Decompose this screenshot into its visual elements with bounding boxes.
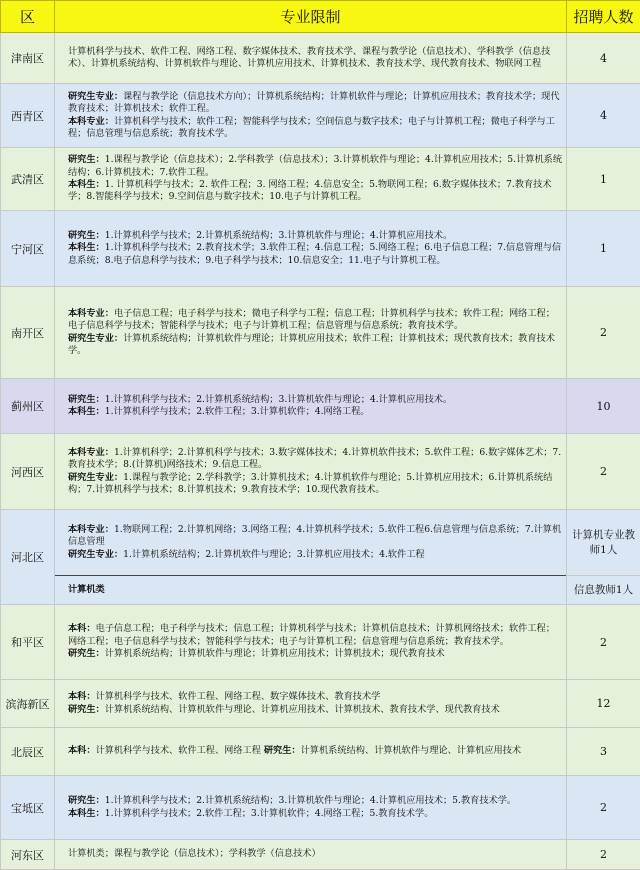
table-row-hebei xyxy=(1,510,640,576)
requirement-label: 本科专业： xyxy=(68,447,114,458)
count-cell: 10 xyxy=(567,379,640,434)
requirement-text: 1.计算机科学与技术；2.计算机系统结构；3.计算机软件与理论；4.计算机应用技术；5.教育技术学。 xyxy=(105,795,516,806)
requirement-label: 本科生： xyxy=(68,179,105,190)
requirement-line xyxy=(68,394,562,406)
table-row-heping xyxy=(1,605,640,680)
requirement-line xyxy=(68,472,562,497)
header-requirement: 专业限制 xyxy=(55,1,567,33)
requirement-text: 计算机系统结构、计算机软件与理论、计算机应用技术、计算机技术、教育技术学、现代教育技术 xyxy=(105,704,500,715)
requirement-text: 1.计算机科学与技术；2.计算机系统结构；3.计算机软件与理论；4.计算机应用技术。 xyxy=(105,394,452,405)
requirement-label: 研究生： xyxy=(68,648,105,659)
table-row-jinnan xyxy=(1,33,640,84)
requirement-line xyxy=(68,623,562,648)
requirement-text: 计算机系统结构；计算机软件与理论；计算机应用技术；软件工程；计算机技术；现代教育技术；教育技术学。 xyxy=(68,333,555,356)
requirement-label: 本科： xyxy=(68,745,96,756)
requirement-label: 本科生： xyxy=(68,242,105,253)
table-row-beichen xyxy=(1,728,640,776)
requirement-cell xyxy=(55,434,567,510)
requirement-label: 研究生专业： xyxy=(68,472,123,483)
requirement-text: 1.课程与教学论；2.学科教学；3.计算机技术；4.计算机软件与理论；5.计算机应用技术；6.计算机系统结构；7.计算机科学与技术；8.计算机技术；9.教育技术学；10.现代教育技术。 xyxy=(68,472,552,495)
requirement-line xyxy=(68,745,562,757)
requirement-cell xyxy=(55,33,567,84)
requirement-label: 研究生专业： xyxy=(68,91,123,102)
requirement-label: 研究生： xyxy=(68,154,105,165)
table-row-hexi xyxy=(1,434,640,510)
district-cell: 北辰区 xyxy=(1,728,55,776)
district-cell: 河东区 xyxy=(1,840,55,870)
requirement-cell xyxy=(55,148,567,211)
requirement-line xyxy=(68,116,562,141)
requirement-label: 研究生： xyxy=(68,795,105,806)
table-row-ninghe xyxy=(1,211,640,287)
requirement-label: 本科生： xyxy=(68,808,105,819)
district-cell: 滨海新区 xyxy=(1,680,55,728)
count-cell: 2 xyxy=(567,840,640,870)
requirement-cell xyxy=(55,287,567,379)
district-cell: 河北区 xyxy=(1,510,55,605)
requirement-text: 1.计算机科学与技术；2.软件工程；3.计算机软件；4.网络工程。 xyxy=(105,406,370,417)
requirement-label: 本科： xyxy=(68,691,96,702)
count-cell: 4 xyxy=(567,33,640,84)
district-cell: 和平区 xyxy=(1,605,55,680)
requirement-line xyxy=(68,549,562,561)
requirement-text: 1.计算机科学与技术；2.教育技术学；3.软件工程；4.信息工程；5.网络工程；6.电子信息工程；7.信息管理与信息系统；8.电子信息科学与技术；9.电子科学与技术；10.信息安全；11.电子与计算机工程。 xyxy=(68,242,561,265)
district-cell: 津南区 xyxy=(1,33,55,84)
requirement-line xyxy=(68,691,562,703)
requirement-text: 电子信息工程；电子科学与技术；信息工程；计算机科学与技术；计算机信息技术；计算机网络技术；软件工程；网络工程；电子信息科学与技术；智能科学与技术；电子与计算机工程；信息管理与信息系统；教育技术学。 xyxy=(68,623,555,646)
requirement-text: 1.计算机科学与技术；2.计算机系统结构；3.计算机软件与理论；4.计算机应用技术。 xyxy=(105,230,452,241)
requirement-text: 计算机系统结构；计算机软件与理论；计算机应用技术；计算机技术；现代教育技术 xyxy=(105,648,445,659)
count-cell: 2 xyxy=(567,605,640,680)
requirement-line xyxy=(68,46,562,71)
requirement-line xyxy=(68,648,562,660)
requirement-text: 计算机科学与技术、软件工程、网络工程、数字媒体技术、教育技术学 xyxy=(96,691,381,702)
requirement-cell xyxy=(55,211,567,287)
requirement-cell xyxy=(55,776,567,840)
count-cell: 3 xyxy=(567,728,640,776)
table-row-hebei-sub xyxy=(1,576,640,605)
requirement-line xyxy=(68,704,562,716)
requirement-line xyxy=(68,524,562,549)
requirement-label: 本科专业： xyxy=(68,524,114,535)
count-cell: 2 xyxy=(567,434,640,510)
table-row-baodi xyxy=(1,776,640,840)
requirement-text: 1.课程与教学论（信息技术）；2.学科教学（信息技术）；3.计算机软件与理论；4.计算机应用技术；5.计算机系统结构；6.计算机技术；7.软件工程。 xyxy=(68,154,562,177)
district-cell: 宁河区 xyxy=(1,211,55,287)
requirement-cell xyxy=(55,510,567,576)
requirement-label: 本科： xyxy=(68,623,96,634)
table-row-binhai xyxy=(1,680,640,728)
requirement-cell xyxy=(55,84,567,148)
table-row-wuqing xyxy=(1,148,640,211)
requirement-line xyxy=(68,333,562,358)
requirement-text: 1.计算机系统结构；2.计算机软件与理论；3.计算机应用技术；4.软件工程 xyxy=(123,549,425,560)
requirement-line xyxy=(68,179,562,204)
requirement-text: 1. 计算机科学与技术；2. 软件工程；3. 网络工程；4.信息安全；5.物联网工程；6.数字媒体技术；7.教育技术学；8.智能科学与技术；9.空间信息与数字技术；10.电子与计算机工程。 xyxy=(68,179,552,202)
count-cell: 2 xyxy=(567,776,640,840)
district-cell: 南开区 xyxy=(1,287,55,379)
requirement-label: 研究生专业： xyxy=(68,333,123,344)
requirement-cell xyxy=(55,840,567,870)
count-cell: 4 xyxy=(567,84,640,148)
requirement-line xyxy=(68,242,562,267)
requirement-text: 计算机科学与技术；软件工程；智能科学与技术；空间信息与数字技术；电子与计算机工程；微电子科学与工程；信息管理与信息系统；教育技术学。 xyxy=(68,116,555,139)
requirement-label: 研究生： xyxy=(68,394,105,405)
requirement-line xyxy=(68,406,562,418)
district-cell: 河西区 xyxy=(1,434,55,510)
requirement-text: 计算机科学与技术、软件工程、网络工程 xyxy=(96,745,264,756)
requirement-label: 本科专业： xyxy=(68,116,114,127)
requirement-label-2: 研究生： xyxy=(264,745,301,756)
requirement-cell xyxy=(55,680,567,728)
requirement-label: 研究生专业： xyxy=(68,549,123,560)
requirement-text: 1.物联网工程；2.计算机网络；3.网络工程；4.计算机科学技术；5.软件工程6.信息管理与信息系统；7.计算机信息管理 xyxy=(68,524,561,547)
header-district: 区 xyxy=(1,1,55,33)
requirement-line xyxy=(68,154,562,179)
header-count: 招聘人数 xyxy=(567,1,640,33)
count-sub-cell: 信息教师1人 xyxy=(567,576,640,605)
requirement-line xyxy=(68,91,562,116)
requirement-line xyxy=(68,848,562,860)
requirement-cell xyxy=(55,379,567,434)
requirement-label: 研究生： xyxy=(68,704,105,715)
count-cell: 2 xyxy=(567,287,640,379)
requirement-text: 1.计算机科学与技术；2.软件工程；3.计算机软件；4.网络工程；5.教育技术学。 xyxy=(105,808,434,819)
table-row-nankai xyxy=(1,287,640,379)
requirement-text-2: 计算机系统结构、计算机软件与理论、计算机应用技术 xyxy=(301,745,522,756)
requirement-text: 计算机科学与技术、软件工程、网络工程、数字媒体技术、教育技术学、课程与教学论（信息技术）、学科教学（信息技术）、计算机系统结构、计算机软件与理论、计算机应用技术、计算机技术、教育技术学、现代教育技术、物联网工程 xyxy=(68,46,550,69)
requirement-text: 计算机类；课程与教学论（信息技术）；学科教学（信息技术） xyxy=(68,848,321,859)
count-cell: 12 xyxy=(567,680,640,728)
requirement-sub-cell: 计算机类 xyxy=(55,576,567,605)
count-cell: 计算机专业教师1人 xyxy=(567,510,640,576)
district-cell: 蓟州区 xyxy=(1,379,55,434)
requirement-line xyxy=(68,230,562,242)
requirement-text: 电子信息工程；电子科学与技术；微电子科学与工程；信息工程；计算机科学与技术；软件工程；网络工程；电子信息科学与技术；智能科学与技术；电子与计算机工程；信息管理与信息系统；教育技术学。 xyxy=(68,308,555,331)
table-row-jizhou xyxy=(1,379,640,434)
requirement-line xyxy=(68,447,562,472)
count-cell: 1 xyxy=(567,211,640,287)
district-cell: 西青区 xyxy=(1,84,55,148)
requirement-line xyxy=(68,308,562,333)
count-cell: 1 xyxy=(567,148,640,211)
requirement-line xyxy=(68,808,562,820)
requirement-label: 本科生： xyxy=(68,406,105,417)
requirement-label: 研究生： xyxy=(68,230,105,241)
requirement-cell xyxy=(55,605,567,680)
header-row xyxy=(1,1,640,33)
requirement-text: 课程与教学论（信息技术方向）；计算机系统结构；计算机软件与理论；计算机应用技术；教育技术学；现代教育技术；计算机技术；软件工程。 xyxy=(68,91,560,114)
requirement-line xyxy=(68,795,562,807)
district-cell: 武清区 xyxy=(1,148,55,211)
table-row-hedong xyxy=(1,840,640,870)
table-row-xiqing xyxy=(1,84,640,148)
requirement-label: 本科专业： xyxy=(68,308,114,319)
district-cell: 宝坻区 xyxy=(1,776,55,840)
requirement-cell xyxy=(55,728,567,776)
requirement-text: 1.计算机科学；2.计算机科学与技术；3.数字媒体技术；4.计算机软件技术；5.软件工程；6.数字媒体艺术；7.教育技术学；8.(计算机)网络技术；9.信息工程。 xyxy=(68,447,561,470)
